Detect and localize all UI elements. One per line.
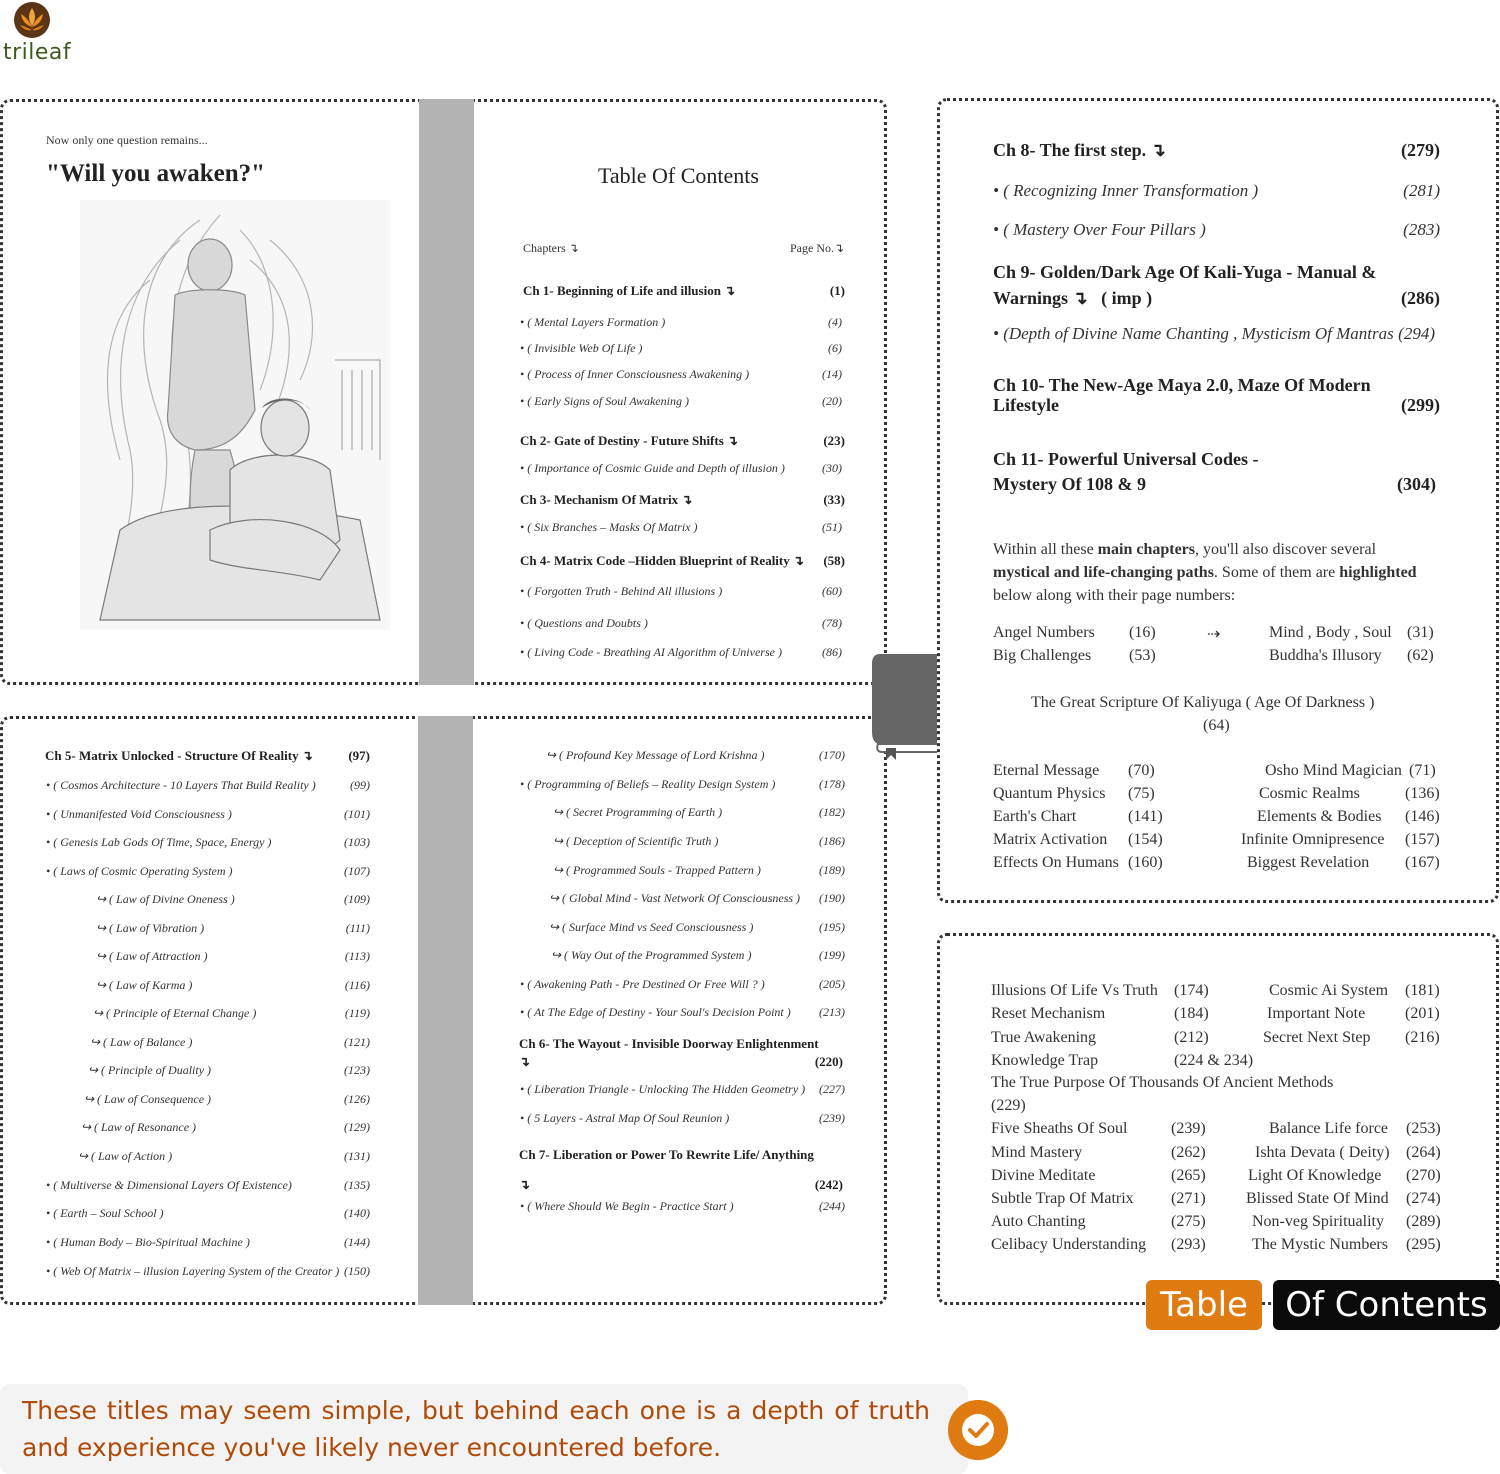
path-name: Matrix Activation (993, 831, 1108, 848)
path-item (991, 1029, 1209, 1047)
chapter-title: Ch 2- Gate of Destiny - Future Shifts (520, 433, 724, 448)
path-name: Balance Life force (1269, 1120, 1389, 1137)
law-item-title: ↪ ( Deception of Scientific Truth ) (553, 834, 719, 848)
paths-intro-paragraph (993, 538, 1433, 607)
law-item-title: ↪ ( Principle of Eternal Change ) (93, 1006, 257, 1020)
page-number: (189) (819, 863, 845, 877)
list-item-title: • ( Unmanifested Void Consciousness ) (46, 807, 232, 821)
path-name: Light Of Knowledge (1248, 1167, 1382, 1184)
path-page: (224 & 234) (1174, 1052, 1254, 1069)
page-number: (101) (344, 807, 370, 821)
list-item-title: • ( Forgotten Truth - Behind All illusions ) (520, 584, 723, 598)
law-item-title: ↪ ( Surface Mind vs Seed Consciousness ) (549, 920, 754, 934)
list-item-title: • ( Invisible Web Of Life ) (520, 341, 643, 355)
chapter-row: Ch 1- Beginning of Life and illusion ↴ (1) (523, 283, 845, 298)
long-path-page: (229) (991, 1097, 1026, 1114)
law-item (88, 1063, 370, 1078)
law-item (553, 863, 845, 878)
path-name: Infinite Omnipresence (1241, 831, 1385, 848)
path-item (993, 785, 1155, 803)
path-page: (62) (1407, 647, 1434, 664)
chapter-8-page: (279) (1401, 140, 1440, 160)
list-item (520, 315, 842, 330)
law-item (546, 748, 845, 763)
path-item (991, 1005, 1209, 1023)
page-number: (116) (344, 978, 370, 992)
law-item (90, 1035, 370, 1050)
path-name: Mind , Body , Soul (1269, 624, 1392, 641)
path-name: Buddha's Illusory (1269, 647, 1382, 664)
law-item (84, 1092, 370, 1107)
path-name: Divine Meditate (991, 1167, 1096, 1184)
law-item (553, 805, 845, 820)
page-number: (121) (344, 1035, 370, 1049)
page-number: (113) (344, 949, 370, 963)
path-name: Five Sheaths Of Soul (991, 1120, 1128, 1137)
law-item (96, 921, 370, 936)
scripture-page: (64) (1203, 717, 1230, 734)
list-item (46, 1206, 370, 1221)
path-name: The Mystic Numbers (1252, 1236, 1388, 1253)
col-chapters: Chapters ↴ (523, 241, 579, 255)
page-number: (244) (819, 1199, 845, 1213)
chapter-row-title: Ch 7- Liberation or Power To Rewrite Life/ Anything (519, 1147, 814, 1162)
path-item (1247, 854, 1440, 872)
list-item (520, 977, 845, 992)
page-number: (182) (819, 805, 845, 819)
path-page: (212) (1174, 1029, 1209, 1046)
path-page: (262) (1171, 1144, 1206, 1161)
path-item (1252, 1213, 1441, 1231)
path-name: Reset Mechanism (991, 1005, 1106, 1022)
list-item-title: • ( Six Branches – Masks Of Matrix ) (520, 520, 698, 534)
chapter-9-line-1: Ch 9- Golden/Dark Age Of Kali-Yuga - Manual & (993, 262, 1377, 282)
lotus-icon (12, 0, 52, 40)
page-number: (126) (344, 1092, 370, 1106)
chapter-9-sub-title: • (Depth of Divine Name Chanting , Mysticism Of Mantras (993, 324, 1394, 343)
chapter-10 (993, 375, 1440, 415)
path-page: (174) (1174, 982, 1209, 999)
chapter-9 (993, 259, 1440, 311)
scripture-line: The Great Scripture Of Kaliyuga ( Age Of Darkness ) (1031, 694, 1375, 711)
path-page: (216) (1405, 1029, 1440, 1046)
footer-text: These titles may seem simple, but behind each one is a depth of truth and experience you've likely never encountered before. (22, 1396, 930, 1462)
page-number: (150) (344, 1264, 370, 1278)
chapter-9-sub (993, 324, 1435, 344)
page-number: (58) (823, 553, 845, 568)
path-page: (75) (1128, 785, 1155, 802)
list-item (520, 1111, 845, 1126)
path-name: Subtle Trap Of Matrix (991, 1190, 1134, 1207)
list-item (46, 807, 370, 822)
path-name: Ishta Devata ( Deity) (1255, 1144, 1390, 1161)
path-item (1269, 1120, 1441, 1138)
law-item-title: ↪ ( Principle of Duality ) (88, 1063, 212, 1077)
path-item (1269, 647, 1434, 665)
law-item-title: ↪ ( Law of Action ) (78, 1149, 173, 1163)
chapter-row: Ch 3- Mechanism Of Matrix ↴ (33) (520, 492, 845, 507)
page-number: (213) (819, 1005, 845, 1019)
path-item (991, 1190, 1206, 1208)
chapter-row: Ch 2- Gate of Destiny - Future Shifts ↴ (23) (520, 433, 845, 448)
page-number: (86) (822, 645, 842, 659)
path-item (993, 762, 1155, 780)
chapter-title: Ch 3- Mechanism Of Matrix (520, 492, 679, 507)
chapter-8-sub-2-page: (283) (1403, 220, 1440, 239)
path-name: Auto Chanting (991, 1213, 1086, 1230)
path-page: (270) (1406, 1167, 1441, 1184)
path-page: (201) (1405, 1005, 1440, 1022)
toc-page-panel-3 (937, 98, 1499, 903)
list-item-title: • ( At The Edge of Destiny - Your Soul's Decision Point ) (520, 1005, 791, 1019)
list-item (520, 341, 842, 356)
path-item (1269, 982, 1440, 1000)
list-item-title: • ( Questions and Doubts ) (520, 616, 648, 630)
para-part-4: below along with their page numbers: (993, 587, 1236, 604)
list-item-title: • ( Living Code - Breathing AI Algorithm of Universe ) (520, 645, 782, 659)
page-number: (195) (819, 920, 845, 934)
list-item-title: • ( Programming of Beliefs – Reality Design System ) (520, 777, 776, 791)
chapter-9-sub-page: (294) (1398, 324, 1435, 343)
law-item (553, 834, 845, 849)
page-number: (109) (344, 892, 370, 906)
path-page: (264) (1406, 1144, 1441, 1161)
toc-title: Table Of Contents (598, 163, 759, 188)
path-item (1263, 1029, 1440, 1047)
page-number: (30) (822, 461, 842, 475)
list-item (520, 1199, 845, 1214)
list-item (46, 835, 370, 850)
law-item (93, 1006, 370, 1021)
list-item (520, 616, 842, 631)
path-item (991, 1236, 1206, 1254)
path-name: Important Note (1267, 1005, 1366, 1022)
list-item-title: • ( Awakening Path - Pre Destined Or Free Will ? ) (520, 977, 765, 991)
law-item-title: ↪ ( Law of Resonance ) (81, 1120, 197, 1134)
chapter-9-line-2-row: Warnings ↴ ( imp ) (993, 288, 1153, 308)
path-name: Effects On Humans (993, 854, 1119, 871)
path-page: (239) (1171, 1120, 1206, 1137)
page-number: (78) (822, 616, 842, 630)
path-name: Secret Next Step (1263, 1029, 1371, 1046)
list-item-title: • ( Liberation Triangle - Unlocking The Hidden Geometry ) (520, 1082, 806, 1096)
law-item (96, 949, 370, 964)
path-page: (70) (1128, 762, 1155, 779)
path-name: Cosmic Ai System (1269, 982, 1389, 999)
list-item-title: • ( Importance of Cosmic Guide and Depth of illusion ) (520, 461, 785, 475)
chapter-9-page: (286) (1401, 288, 1440, 308)
chapter-row: Ch 4- Matrix Code –Hidden Blueprint of Reality ↴ (58) (520, 553, 845, 568)
brand-name: trileaf (3, 40, 72, 65)
path-page: (271) (1171, 1190, 1206, 1207)
chapter-9-line-2: Warnings (993, 288, 1069, 308)
path-item (993, 647, 1156, 665)
page-number: (239) (819, 1111, 845, 1125)
para-part-2: , you'll also discover several (1195, 541, 1377, 558)
col-pages-label: Page No. (790, 241, 834, 255)
path-name: Cosmic Realms (1259, 785, 1360, 802)
law-item (78, 1149, 370, 1164)
page-number: (20) (822, 394, 842, 408)
intro-line: Now only one question remains... (46, 133, 208, 147)
path-item (991, 1052, 1254, 1070)
badge-table: Table (1146, 1280, 1262, 1330)
path-item (1248, 1167, 1441, 1185)
chapter-row: Ch 7- Liberation or Power To Rewrite Life/ Anything ↴ (242) (519, 1140, 843, 1200)
path-name: Non-veg Spirituality (1252, 1213, 1384, 1230)
law-item-title: ↪ ( Law of Consequence ) (84, 1092, 212, 1106)
path-name: Big Challenges (993, 647, 1092, 664)
list-item (520, 1005, 845, 1020)
page-number: (33) (823, 492, 845, 507)
path-page: (157) (1405, 831, 1440, 848)
path-item (993, 854, 1163, 872)
list-item (520, 645, 842, 660)
list-item (520, 367, 842, 382)
chapter-10-line-1: Ch 10- The New-Age Maya 2.0, Maze Of Modern (993, 375, 1371, 395)
law-item-title: ↪ ( Global Mind - Vast Network Of Consciousness ) (549, 891, 801, 905)
list-item (46, 1178, 370, 1193)
page-number: (60) (822, 584, 842, 598)
para-bold-2: mystical and life-changing paths (993, 564, 1214, 581)
page-number: (131) (344, 1149, 370, 1163)
page-number: (220) (814, 1054, 843, 1069)
path-item (1257, 808, 1440, 826)
list-item (520, 394, 842, 409)
chapter-row-title: Ch 6- The Wayout - Invisible Doorway Enlightenment (519, 1036, 819, 1051)
path-item (1246, 1190, 1441, 1208)
chapter-row: Ch 5- Matrix Unlocked - Structure Of Reality ↴ (97) (45, 748, 370, 763)
awakening-illustration (80, 200, 390, 630)
law-item-title: ↪ ( Way Out of the Programmed System ) (551, 948, 752, 962)
para-part-1: Within all these (993, 541, 1098, 558)
chapter-row-title: Ch 5- Matrix Unlocked - Structure Of Reality (45, 748, 299, 763)
path-page: (167) (1405, 854, 1440, 871)
list-item-title: • ( Earth – Soul School ) (46, 1206, 164, 1220)
chapter-8: Ch 8- The first step. ↴ (279) (993, 140, 1440, 160)
path-item (1269, 624, 1434, 642)
col-chapters-label: Chapters (523, 241, 566, 255)
path-name: True Awakening (991, 1029, 1097, 1046)
path-page: (136) (1405, 785, 1440, 802)
law-item (96, 892, 370, 907)
para-bold-1: main chapters (1097, 541, 1195, 558)
chapter-8-sub-1 (993, 181, 1440, 201)
list-item-title: • ( Human Body – Bio-Spiritual Machine ) (46, 1235, 250, 1249)
law-item (549, 920, 845, 935)
page-number: (51) (822, 520, 842, 534)
chapter-8-sub-2-title: • ( Mastery Over Four Pillars ) (993, 220, 1206, 239)
law-item (549, 891, 845, 906)
chapter-11-line-1: Ch 11- Powerful Universal Codes - (993, 449, 1259, 469)
path-page: (289) (1406, 1213, 1441, 1230)
list-item (520, 777, 845, 792)
page-number: (6) (828, 341, 842, 355)
arrow-glyph: ⇢ (1207, 626, 1221, 643)
path-item (991, 1120, 1206, 1138)
page-number: (186) (819, 834, 845, 848)
path-page: (71) (1409, 762, 1436, 779)
path-name: Earth's Chart (993, 808, 1077, 825)
check-icon (948, 1400, 1008, 1460)
page-number: (199) (819, 948, 845, 962)
chapter-title: Ch 1- Beginning of Life and illusion (523, 283, 721, 298)
path-name: Eternal Message (993, 762, 1100, 779)
page-number: (227) (819, 1082, 845, 1096)
list-item (46, 864, 370, 879)
law-item-title: ↪ ( Law of Attraction ) (96, 949, 208, 963)
list-item-title: • ( Where Should We Begin - Practice Start ) (520, 1199, 734, 1213)
chapter-9-imp: ( imp ) (1101, 288, 1153, 308)
page-number: (4) (828, 315, 842, 329)
law-item (81, 1120, 370, 1135)
path-name: Celibacy Understanding (991, 1236, 1147, 1253)
page-number: (123) (344, 1063, 370, 1077)
path-item (1259, 785, 1440, 803)
law-item (96, 978, 370, 993)
law-item-title: ↪ ( Programmed Souls - Trapped Pattern ) (553, 863, 761, 877)
page-number: (103) (344, 835, 370, 849)
path-name: Osho Mind Magician (1265, 762, 1402, 779)
path-name: Elements & Bodies (1257, 808, 1382, 825)
page-gutter-2 (418, 716, 473, 1305)
page-number: (144) (344, 1235, 370, 1249)
path-page: (181) (1405, 982, 1440, 999)
law-item-title: ↪ ( Secret Programming of Earth ) (553, 805, 723, 819)
path-page: (141) (1128, 808, 1163, 825)
page-number: (23) (823, 433, 845, 448)
page-number: (190) (819, 891, 845, 905)
col-pages: Page No.↴ (790, 241, 845, 255)
list-item (520, 584, 842, 599)
list-item (520, 520, 842, 535)
page-number: (205) (819, 977, 845, 991)
para-part-3: . Some of them are (1213, 564, 1336, 581)
badge-of-contents: Of Contents (1273, 1280, 1500, 1330)
list-item-title: • ( Cosmos Architecture - 10 Layers That Build Reality ) (46, 778, 316, 792)
page-gutter (419, 99, 474, 685)
path-item (1255, 1144, 1441, 1162)
path-item (1265, 762, 1436, 780)
path-name: Knowledge Trap (991, 1052, 1099, 1069)
long-path-line: The True Purpose Of Thousands Of Ancient Methods (991, 1074, 1334, 1091)
page-number: (14) (822, 367, 842, 381)
path-item (993, 808, 1163, 826)
list-item (46, 778, 370, 793)
list-item (46, 1235, 370, 1250)
path-page: (265) (1171, 1167, 1206, 1184)
para-bold-3: highlighted (1339, 564, 1417, 581)
law-item-title: ↪ ( Law of Divine Oneness ) (96, 892, 235, 906)
path-name: Mind Mastery (991, 1144, 1083, 1161)
path-name: Blissed State Of Mind (1246, 1190, 1389, 1207)
page-number: (170) (819, 748, 845, 762)
chapter-10-page: (299) (1401, 395, 1440, 415)
path-page: (184) (1174, 1005, 1209, 1022)
path-page: (274) (1406, 1190, 1441, 1207)
path-item (991, 1213, 1206, 1231)
chapter-10-line-2: Lifestyle (993, 395, 1059, 415)
chapter-8-title: Ch 8- The first step. (993, 140, 1147, 160)
list-item-title: • ( Mental Layers Formation ) (520, 315, 666, 329)
path-page: (146) (1405, 808, 1440, 825)
list-item-title: • ( Early Signs of Soul Awakening ) (520, 394, 689, 408)
chapter-11-line-2: Mystery Of 108 & 9 (993, 474, 1146, 494)
path-name: Biggest Revelation (1247, 854, 1370, 871)
page-number: (178) (819, 777, 845, 791)
chapter-title: Ch 4- Matrix Code –Hidden Blueprint of Reality (520, 553, 790, 568)
page-number: (242) (814, 1177, 843, 1192)
headline: "Will you awaken?" (46, 160, 266, 187)
path-page: (154) (1128, 831, 1163, 848)
chapter-11-page: (304) (1397, 474, 1436, 494)
list-item-title: • ( Multiverse & Dimensional Layers Of Existence) (46, 1178, 292, 1192)
page-number: (111) (345, 921, 370, 935)
path-item (1252, 1236, 1441, 1254)
page-number: (129) (344, 1120, 370, 1134)
path-item (993, 831, 1163, 849)
path-name: Angel Numbers (993, 624, 1095, 641)
law-item-title: ↪ ( Law of Balance ) (90, 1035, 193, 1049)
page-number: (119) (344, 1006, 370, 1020)
list-item (46, 1264, 370, 1279)
path-item (991, 1144, 1206, 1162)
path-page: (253) (1406, 1120, 1441, 1137)
path-page: (53) (1129, 647, 1156, 664)
page-number: (135) (344, 1178, 370, 1192)
list-item-title: • ( Genesis Lab Gods Of Time, Space, Energy ) (46, 835, 272, 849)
chapter-8-sub-2 (993, 220, 1440, 240)
chapter-row: Ch 6- The Wayout - Invisible Doorway Enlightenment ↴ (220) (519, 1036, 843, 1069)
list-item-title: • ( Laws of Cosmic Operating System ) (46, 864, 233, 878)
page-number: (1) (829, 283, 845, 298)
list-item (520, 461, 842, 476)
list-item-title: • ( Process of Inner Consciousness Awakening ) (520, 367, 750, 381)
law-item-title: ↪ ( Profound Key Message of Lord Krishna ) (546, 748, 765, 762)
path-page: (275) (1171, 1213, 1206, 1230)
chapter-8-sub-1-page: (281) (1403, 181, 1440, 200)
law-item (551, 948, 845, 963)
law-item-title: ↪ ( Law of Vibration ) (96, 921, 205, 935)
path-item (991, 982, 1209, 1000)
path-page: (295) (1406, 1236, 1441, 1253)
path-page: (293) (1171, 1236, 1206, 1253)
page-number: (97) (348, 748, 370, 763)
list-item-title: • ( 5 Layers - Astral Map Of Soul Reunion ) (520, 1111, 730, 1125)
page-number: (107) (344, 864, 370, 878)
path-item (993, 624, 1156, 642)
path-item (1267, 1005, 1440, 1023)
chapter-8-sub-1-title: • ( Recognizing Inner Transformation ) (993, 181, 1259, 200)
path-page: (31) (1407, 624, 1434, 641)
law-item-title: ↪ ( Law of Karma ) (96, 978, 193, 992)
path-page: (160) (1128, 854, 1163, 871)
path-page: (16) (1129, 624, 1156, 641)
chapter-11 (993, 447, 1436, 497)
path-name: Illusions Of Life Vs Truth (991, 982, 1158, 999)
list-item (520, 1082, 845, 1097)
path-item (1241, 831, 1440, 849)
path-item (991, 1167, 1206, 1185)
page-number: (140) (344, 1206, 370, 1220)
path-name: Quantum Physics (993, 785, 1106, 802)
page-number: (99) (350, 778, 370, 792)
list-item-title: • ( Web Of Matrix – illusion Layering System of the Creator ) (46, 1264, 340, 1278)
